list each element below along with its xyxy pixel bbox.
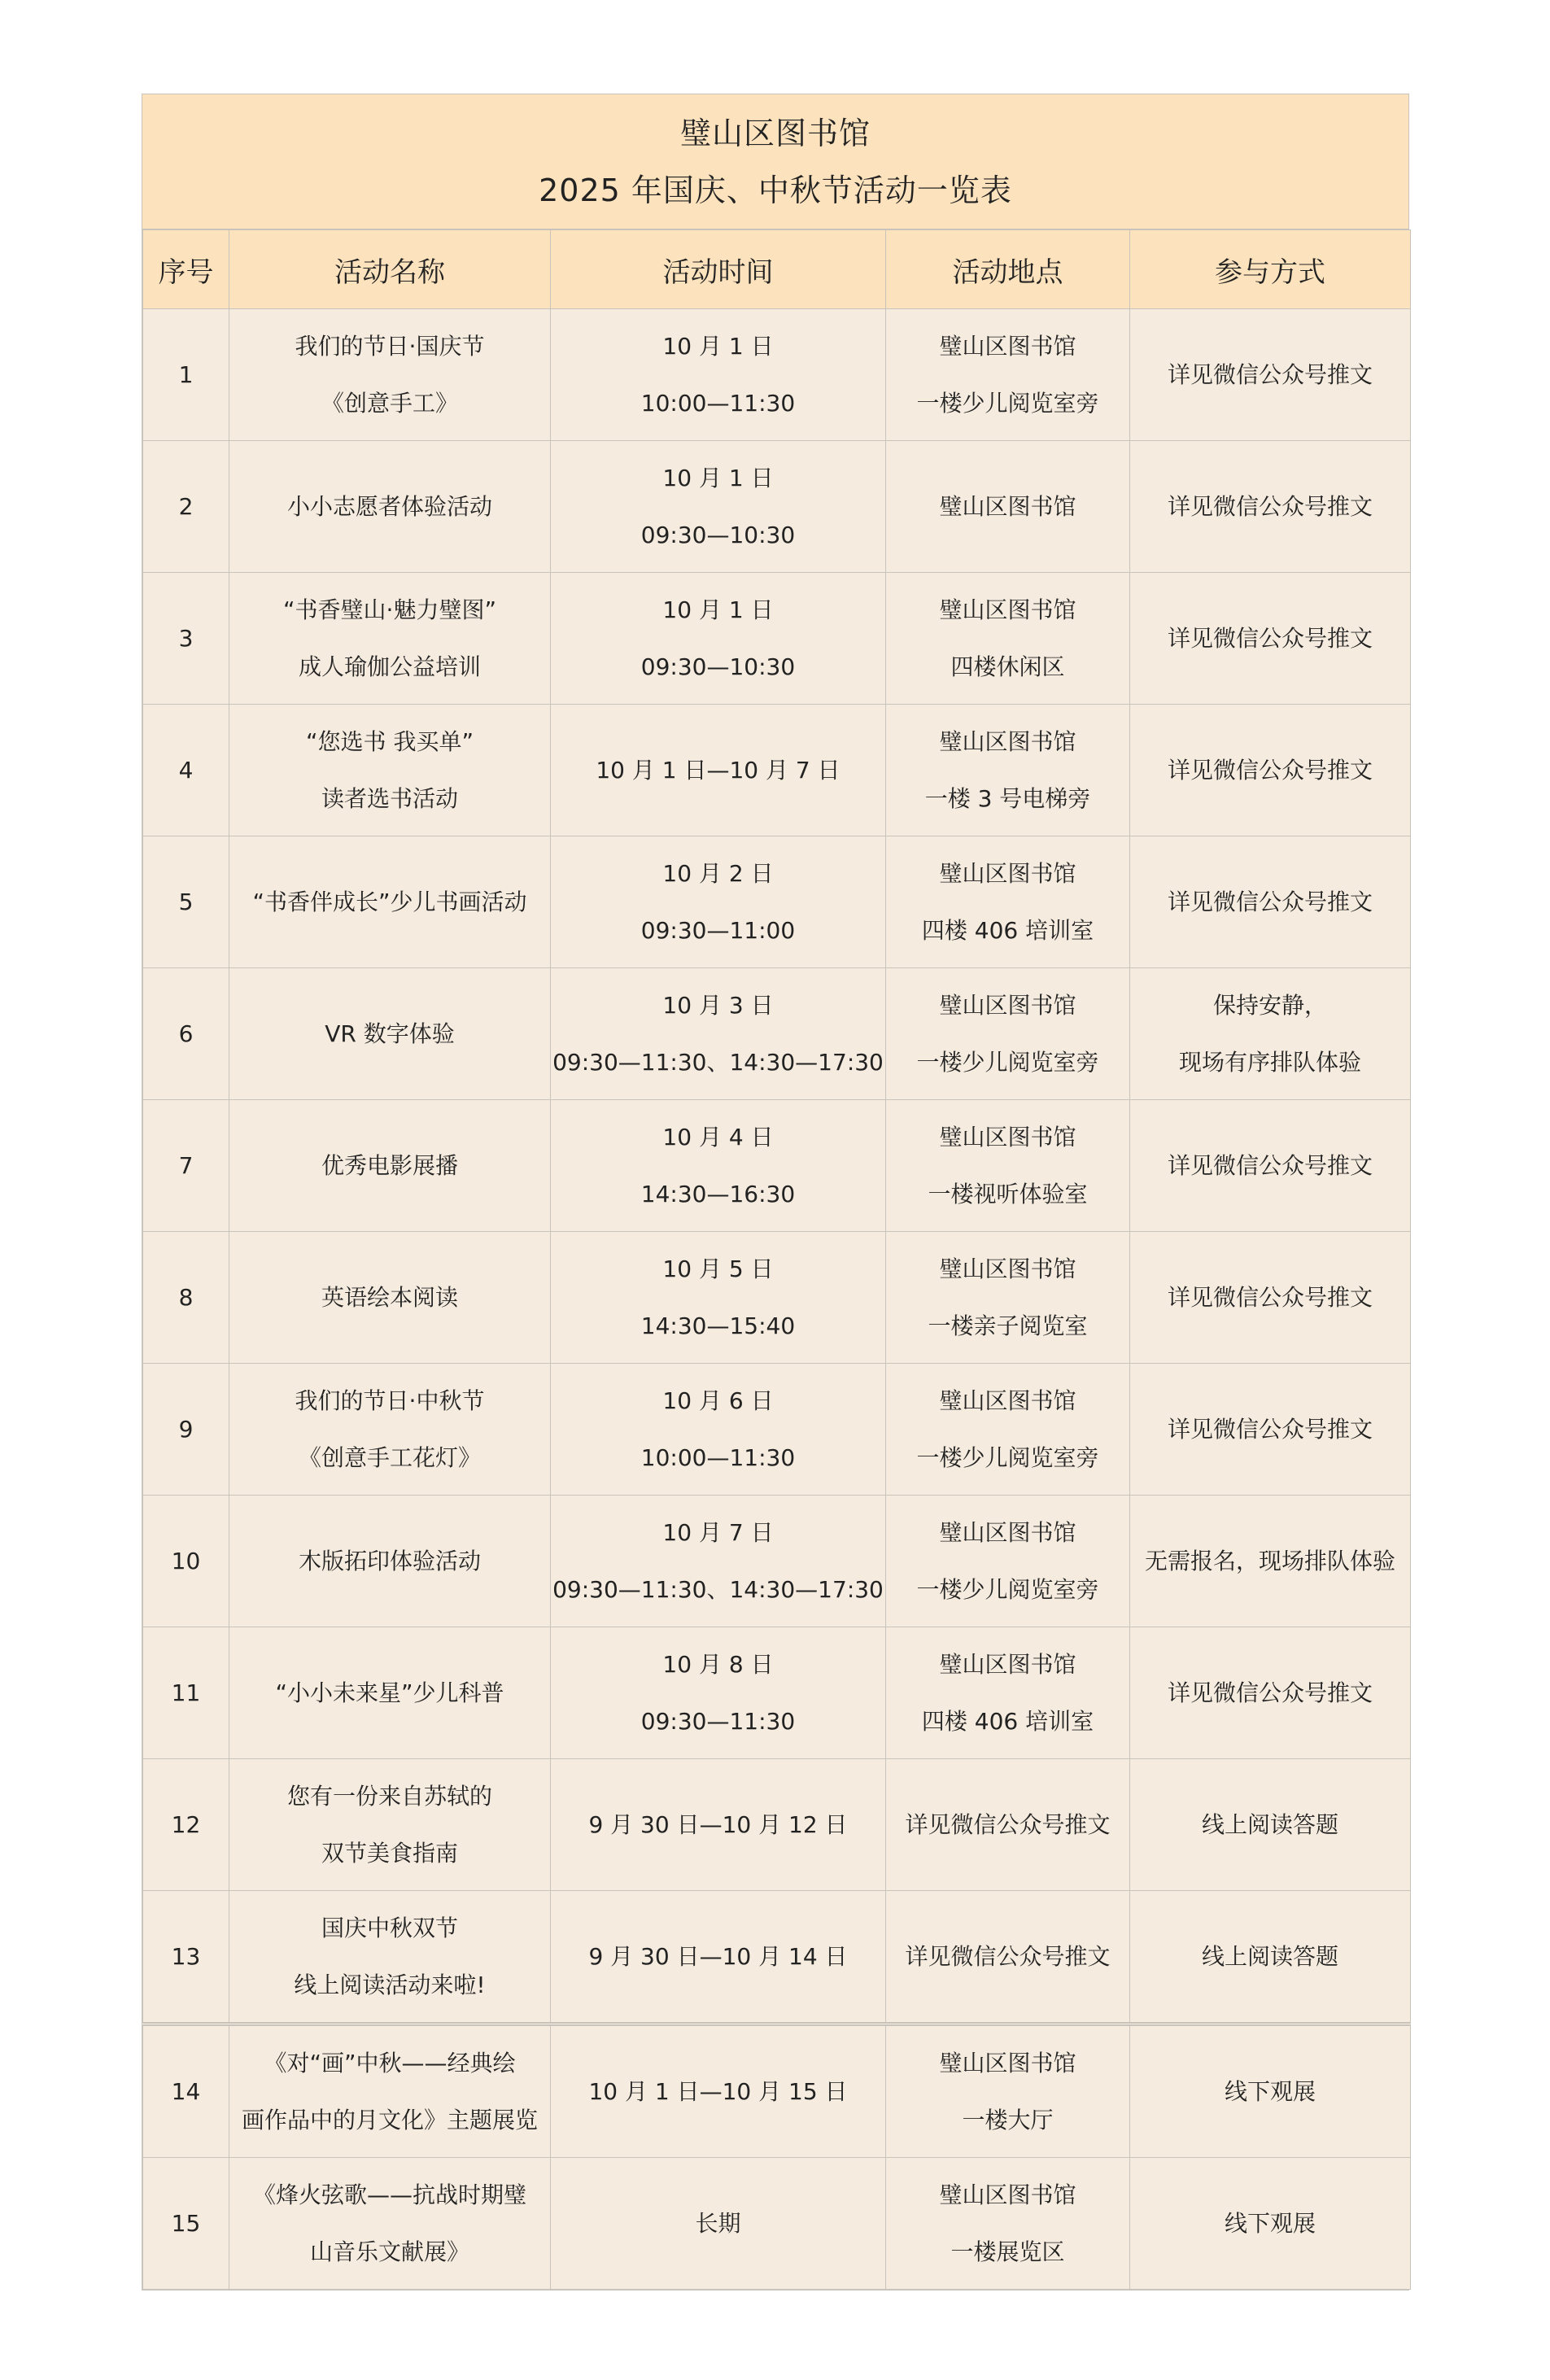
- cell-text-line: 现场有序排队体验: [1178, 1048, 1361, 1076]
- table-row: [143, 705, 1411, 836]
- row-number-cell: 4: [143, 705, 229, 836]
- cell-text-line: 璧山区图书馆: [939, 596, 1076, 623]
- participation-mode-cell: [1130, 441, 1411, 573]
- activity-place-cell: [886, 1496, 1130, 1627]
- cell-text-line: 详见微信公众号推文: [1167, 1151, 1373, 1179]
- activity-place-cell: [886, 309, 1130, 441]
- activity-name-cell: [229, 705, 551, 836]
- participation-mode-cell: [1130, 1100, 1411, 1232]
- cell-text-line: 9 月 30 日—10 月 14 日: [588, 1942, 848, 1970]
- cell-text-line: “小小未来星”少儿科普: [275, 1679, 504, 1706]
- participation-mode-cell: [1130, 1627, 1411, 1759]
- participation-mode-cell: [1130, 2158, 1411, 2290]
- header-time: 活动时间: [551, 230, 886, 309]
- activity-table: [142, 229, 1411, 2290]
- participation-mode-cell: [1130, 309, 1411, 441]
- cell-text-line: 线下观展: [1224, 2077, 1316, 2105]
- row-number-cell: 12: [143, 1759, 229, 1891]
- cell-text-line: 《对“画”中秋——经典绘: [264, 2049, 516, 2076]
- cell-text-line: 一楼少儿阅览室旁: [916, 1443, 1099, 1471]
- cell-text-line: 英语绘本阅读: [321, 1283, 458, 1311]
- cell-text-line: “书香璧山·魅力璧图”: [283, 596, 496, 623]
- table-row: [143, 1232, 1411, 1364]
- cell-text-line: 09:30—11:30、14:30—17:30: [552, 1575, 884, 1603]
- table-row: [143, 1759, 1411, 1891]
- activity-name-cell: [229, 1364, 551, 1496]
- cell-text-line: 10 月 1 日: [662, 596, 774, 623]
- title-band: [142, 94, 1408, 229]
- cell-text-line: 10 月 1 日: [662, 464, 774, 491]
- activity-name-cell: [229, 1759, 551, 1891]
- cell-text-line: 国庆中秋双节: [321, 1914, 458, 1941]
- table-body: [143, 309, 1411, 2290]
- cell-text-line: 9 月 30 日—10 月 12 日: [588, 1810, 848, 1838]
- activity-time-cell: [551, 1232, 886, 1364]
- cell-text-line: 读者选书活动: [321, 784, 458, 812]
- cell-text-line: “您选书 我买单”: [306, 727, 474, 755]
- participation-mode-cell: [1130, 573, 1411, 705]
- cell-text-line: 保持安静，: [1212, 991, 1327, 1019]
- row-number-cell: 2: [143, 441, 229, 573]
- cell-text-line: 09:30—10:30: [640, 521, 796, 548]
- cell-text-line: 详见微信公众号推文: [1167, 756, 1373, 784]
- table-row: [143, 309, 1411, 441]
- activity-place-cell: [886, 705, 1130, 836]
- cell-text-line: 优秀电影展播: [321, 1151, 458, 1179]
- activity-name-cell: [229, 2158, 551, 2290]
- cell-text-line: 14:30—15:40: [640, 1312, 796, 1339]
- row-number-cell: 3: [143, 573, 229, 705]
- row-number-cell: 13: [143, 1891, 229, 2024]
- activity-name-cell: [229, 1496, 551, 1627]
- activity-time-cell: [551, 1627, 886, 1759]
- activity-place-cell: [886, 1364, 1130, 1496]
- cell-text-line: 璧山区图书馆: [939, 492, 1076, 520]
- cell-text-line: 《创意手工花灯》: [298, 1443, 481, 1471]
- activity-name-cell: [229, 573, 551, 705]
- cell-text-line: 10 月 1 日—10 月 15 日: [588, 2077, 848, 2105]
- table-row: [143, 968, 1411, 1100]
- cell-text-line: 09:30—11:30、14:30—17:30: [552, 1048, 884, 1076]
- cell-text-line: 线上阅读活动来啦!: [294, 1971, 486, 1998]
- cell-text-line: 详见微信公众号推文: [905, 1942, 1111, 1970]
- table-row: [143, 1364, 1411, 1496]
- cell-text-line: 璧山区图书馆: [939, 1387, 1076, 1414]
- cell-text-line: 一楼少儿阅览室旁: [916, 1048, 1099, 1076]
- cell-text-line: 木版拓印体验活动: [298, 1547, 481, 1574]
- activity-time-cell: [551, 2024, 886, 2158]
- cell-text-line: 璧山区图书馆: [939, 2181, 1076, 2208]
- activity-time-cell: [551, 1364, 886, 1496]
- row-number-cell: 9: [143, 1364, 229, 1496]
- cell-text-line: 一楼视听体验室: [928, 1180, 1088, 1207]
- schedule-title: 2025 年国庆、中秋节活动一览表: [539, 172, 1012, 208]
- cell-text-line: 10 月 1 日—10 月 7 日: [596, 756, 840, 784]
- activity-schedule-sheet: [142, 94, 1409, 2290]
- activity-time-cell: [551, 1891, 886, 2024]
- participation-mode-cell: [1130, 2024, 1411, 2158]
- cell-text-line: 10:00—11:30: [640, 1443, 796, 1471]
- cell-text-line: 09:30—11:00: [640, 916, 796, 944]
- activity-place-cell: [886, 2024, 1130, 2158]
- header-place: 活动地点: [886, 230, 1130, 309]
- cell-text-line: VR 数字体验: [325, 1020, 455, 1047]
- row-number-cell: 6: [143, 968, 229, 1100]
- cell-text-line: 10 月 6 日: [662, 1387, 774, 1414]
- activity-time-cell: [551, 441, 886, 573]
- activity-place-cell: [886, 968, 1130, 1100]
- activity-time-cell: [551, 1496, 886, 1627]
- table-row: [143, 836, 1411, 968]
- cell-text-line: 成人瑜伽公益培训: [298, 653, 481, 680]
- activity-time-cell: [551, 309, 886, 441]
- cell-text-line: 线下观展: [1224, 2209, 1316, 2237]
- cell-text-line: 无需报名，现场排队体验: [1144, 1547, 1395, 1574]
- row-number-cell: 11: [143, 1627, 229, 1759]
- activity-name-cell: [229, 1891, 551, 2024]
- table-row: [143, 1100, 1411, 1232]
- cell-text-line: 详见微信公众号推文: [905, 1810, 1111, 1838]
- table-row: [143, 441, 1411, 573]
- cell-text-line: 璧山区图书馆: [939, 2049, 1076, 2076]
- activity-name-cell: [229, 836, 551, 968]
- participation-mode-cell: [1130, 968, 1411, 1100]
- activity-name-cell: [229, 1100, 551, 1232]
- cell-text-line: 长期: [695, 2209, 741, 2237]
- cell-text-line: “书香伴成长”少儿书画活动: [252, 888, 527, 915]
- table-row: [143, 1496, 1411, 1627]
- cell-text-line: 详见微信公众号推文: [1167, 492, 1373, 520]
- participation-mode-cell: [1130, 1232, 1411, 1364]
- cell-text-line: 10 月 7 日: [662, 1518, 774, 1546]
- table-row: [143, 1891, 1411, 2024]
- cell-text-line: 一楼少儿阅览室旁: [916, 389, 1099, 417]
- header-name: 活动名称: [229, 230, 551, 309]
- participation-mode-cell: [1130, 1891, 1411, 2024]
- header-row: [143, 230, 1411, 309]
- activity-place-cell: [886, 1891, 1130, 2024]
- cell-text-line: 山音乐文献展》: [309, 2238, 469, 2265]
- cell-text-line: 璧山区图书馆: [939, 1123, 1076, 1151]
- activity-place-cell: [886, 1232, 1130, 1364]
- table-row: [143, 2158, 1411, 2290]
- cell-text-line: 四楼 406 培训室: [921, 916, 1094, 944]
- cell-text-line: 一楼亲子阅览室: [928, 1312, 1088, 1339]
- participation-mode-cell: [1130, 1496, 1411, 1627]
- library-title: 璧山区图书馆: [679, 115, 871, 151]
- participation-mode-cell: [1130, 705, 1411, 836]
- activity-name-cell: [229, 309, 551, 441]
- cell-text-line: 10 月 8 日: [662, 1650, 774, 1678]
- cell-text-line: 线上阅读答题: [1201, 1810, 1338, 1838]
- cell-text-line: 10 月 1 日: [662, 332, 774, 360]
- activity-time-cell: [551, 836, 886, 968]
- activity-time-cell: [551, 1759, 886, 1891]
- cell-text-line: 14:30—16:30: [640, 1180, 796, 1207]
- activity-time-cell: [551, 2158, 886, 2290]
- cell-text-line: 10 月 4 日: [662, 1123, 774, 1151]
- cell-text-line: 一楼展览区: [950, 2238, 1065, 2265]
- activity-time-cell: [551, 573, 886, 705]
- cell-text-line: 一楼大厅: [962, 2106, 1054, 2133]
- cell-text-line: 详见微信公众号推文: [1167, 624, 1373, 652]
- activity-name-cell: [229, 968, 551, 1100]
- activity-place-cell: [886, 836, 1130, 968]
- row-number-cell: 14: [143, 2024, 229, 2158]
- cell-text-line: 09:30—11:30: [640, 1707, 796, 1735]
- table-row: [143, 2024, 1411, 2158]
- cell-text-line: 一楼少儿阅览室旁: [916, 1575, 1099, 1603]
- activity-place-cell: [886, 1100, 1130, 1232]
- cell-text-line: 10:00—11:30: [640, 389, 796, 417]
- cell-text-line: 璧山区图书馆: [939, 1650, 1076, 1678]
- cell-text-line: 09:30—10:30: [640, 653, 796, 680]
- activity-place-cell: [886, 573, 1130, 705]
- table-row: [143, 573, 1411, 705]
- activity-place-cell: [886, 1627, 1130, 1759]
- activity-time-cell: [551, 705, 886, 836]
- cell-text-line: 璧山区图书馆: [939, 727, 1076, 755]
- cell-text-line: 璧山区图书馆: [939, 1518, 1076, 1546]
- cell-text-line: 四楼 406 培训室: [921, 1707, 1094, 1735]
- activity-time-cell: [551, 1100, 886, 1232]
- cell-text-line: 璧山区图书馆: [939, 991, 1076, 1019]
- cell-text-line: 10 月 2 日: [662, 859, 774, 887]
- activity-place-cell: [886, 1759, 1130, 1891]
- cell-text-line: 线上阅读答题: [1201, 1942, 1338, 1970]
- cell-text-line: 《烽火弦歌——抗战时期璧: [252, 2181, 526, 2208]
- activity-name-cell: [229, 1232, 551, 1364]
- participation-mode-cell: [1130, 1759, 1411, 1891]
- cell-text-line: 一楼 3 号电梯旁: [924, 784, 1091, 812]
- header-no: 序号: [143, 230, 229, 309]
- activity-place-cell: [886, 441, 1130, 573]
- cell-text-line: 10 月 5 日: [662, 1255, 774, 1282]
- cell-text-line: 详见微信公众号推文: [1167, 360, 1373, 388]
- cell-text-line: 双节美食指南: [321, 1839, 458, 1867]
- activity-name-cell: [229, 441, 551, 573]
- cell-text-line: 《创意手工》: [321, 389, 458, 417]
- row-number-cell: 7: [143, 1100, 229, 1232]
- participation-mode-cell: [1130, 836, 1411, 968]
- header-mode: 参与方式: [1130, 230, 1411, 309]
- cell-text-line: 详见微信公众号推文: [1167, 1283, 1373, 1311]
- cell-text-line: 璧山区图书馆: [939, 1255, 1076, 1282]
- participation-mode-cell: [1130, 1364, 1411, 1496]
- cell-text-line: 您有一份来自苏轼的: [286, 1782, 492, 1810]
- cell-text-line: 四楼休闲区: [950, 653, 1065, 680]
- cell-text-line: 我们的节日·中秋节: [295, 1387, 485, 1414]
- row-number-cell: 5: [143, 836, 229, 968]
- cell-text-line: 画作品中的月文化》主题展览: [241, 2106, 538, 2133]
- activity-time-cell: [551, 968, 886, 1100]
- cell-text-line: 10 月 3 日: [662, 991, 774, 1019]
- row-number-cell: 8: [143, 1232, 229, 1364]
- cell-text-line: 璧山区图书馆: [939, 332, 1076, 360]
- row-number-cell: 15: [143, 2158, 229, 2290]
- cell-text-line: 详见微信公众号推文: [1167, 1679, 1373, 1706]
- row-number-cell: 10: [143, 1496, 229, 1627]
- cell-text-line: 详见微信公众号推文: [1167, 888, 1373, 915]
- cell-text-line: 详见微信公众号推文: [1167, 1415, 1373, 1443]
- row-number-cell: 1: [143, 309, 229, 441]
- activity-name-cell: [229, 2024, 551, 2158]
- table-row: [143, 1627, 1411, 1759]
- activity-name-cell: [229, 1627, 551, 1759]
- cell-text-line: 璧山区图书馆: [939, 859, 1076, 887]
- activity-place-cell: [886, 2158, 1130, 2290]
- cell-text-line: 小小志愿者体验活动: [286, 492, 492, 520]
- cell-text-line: 我们的节日·国庆节: [295, 332, 485, 360]
